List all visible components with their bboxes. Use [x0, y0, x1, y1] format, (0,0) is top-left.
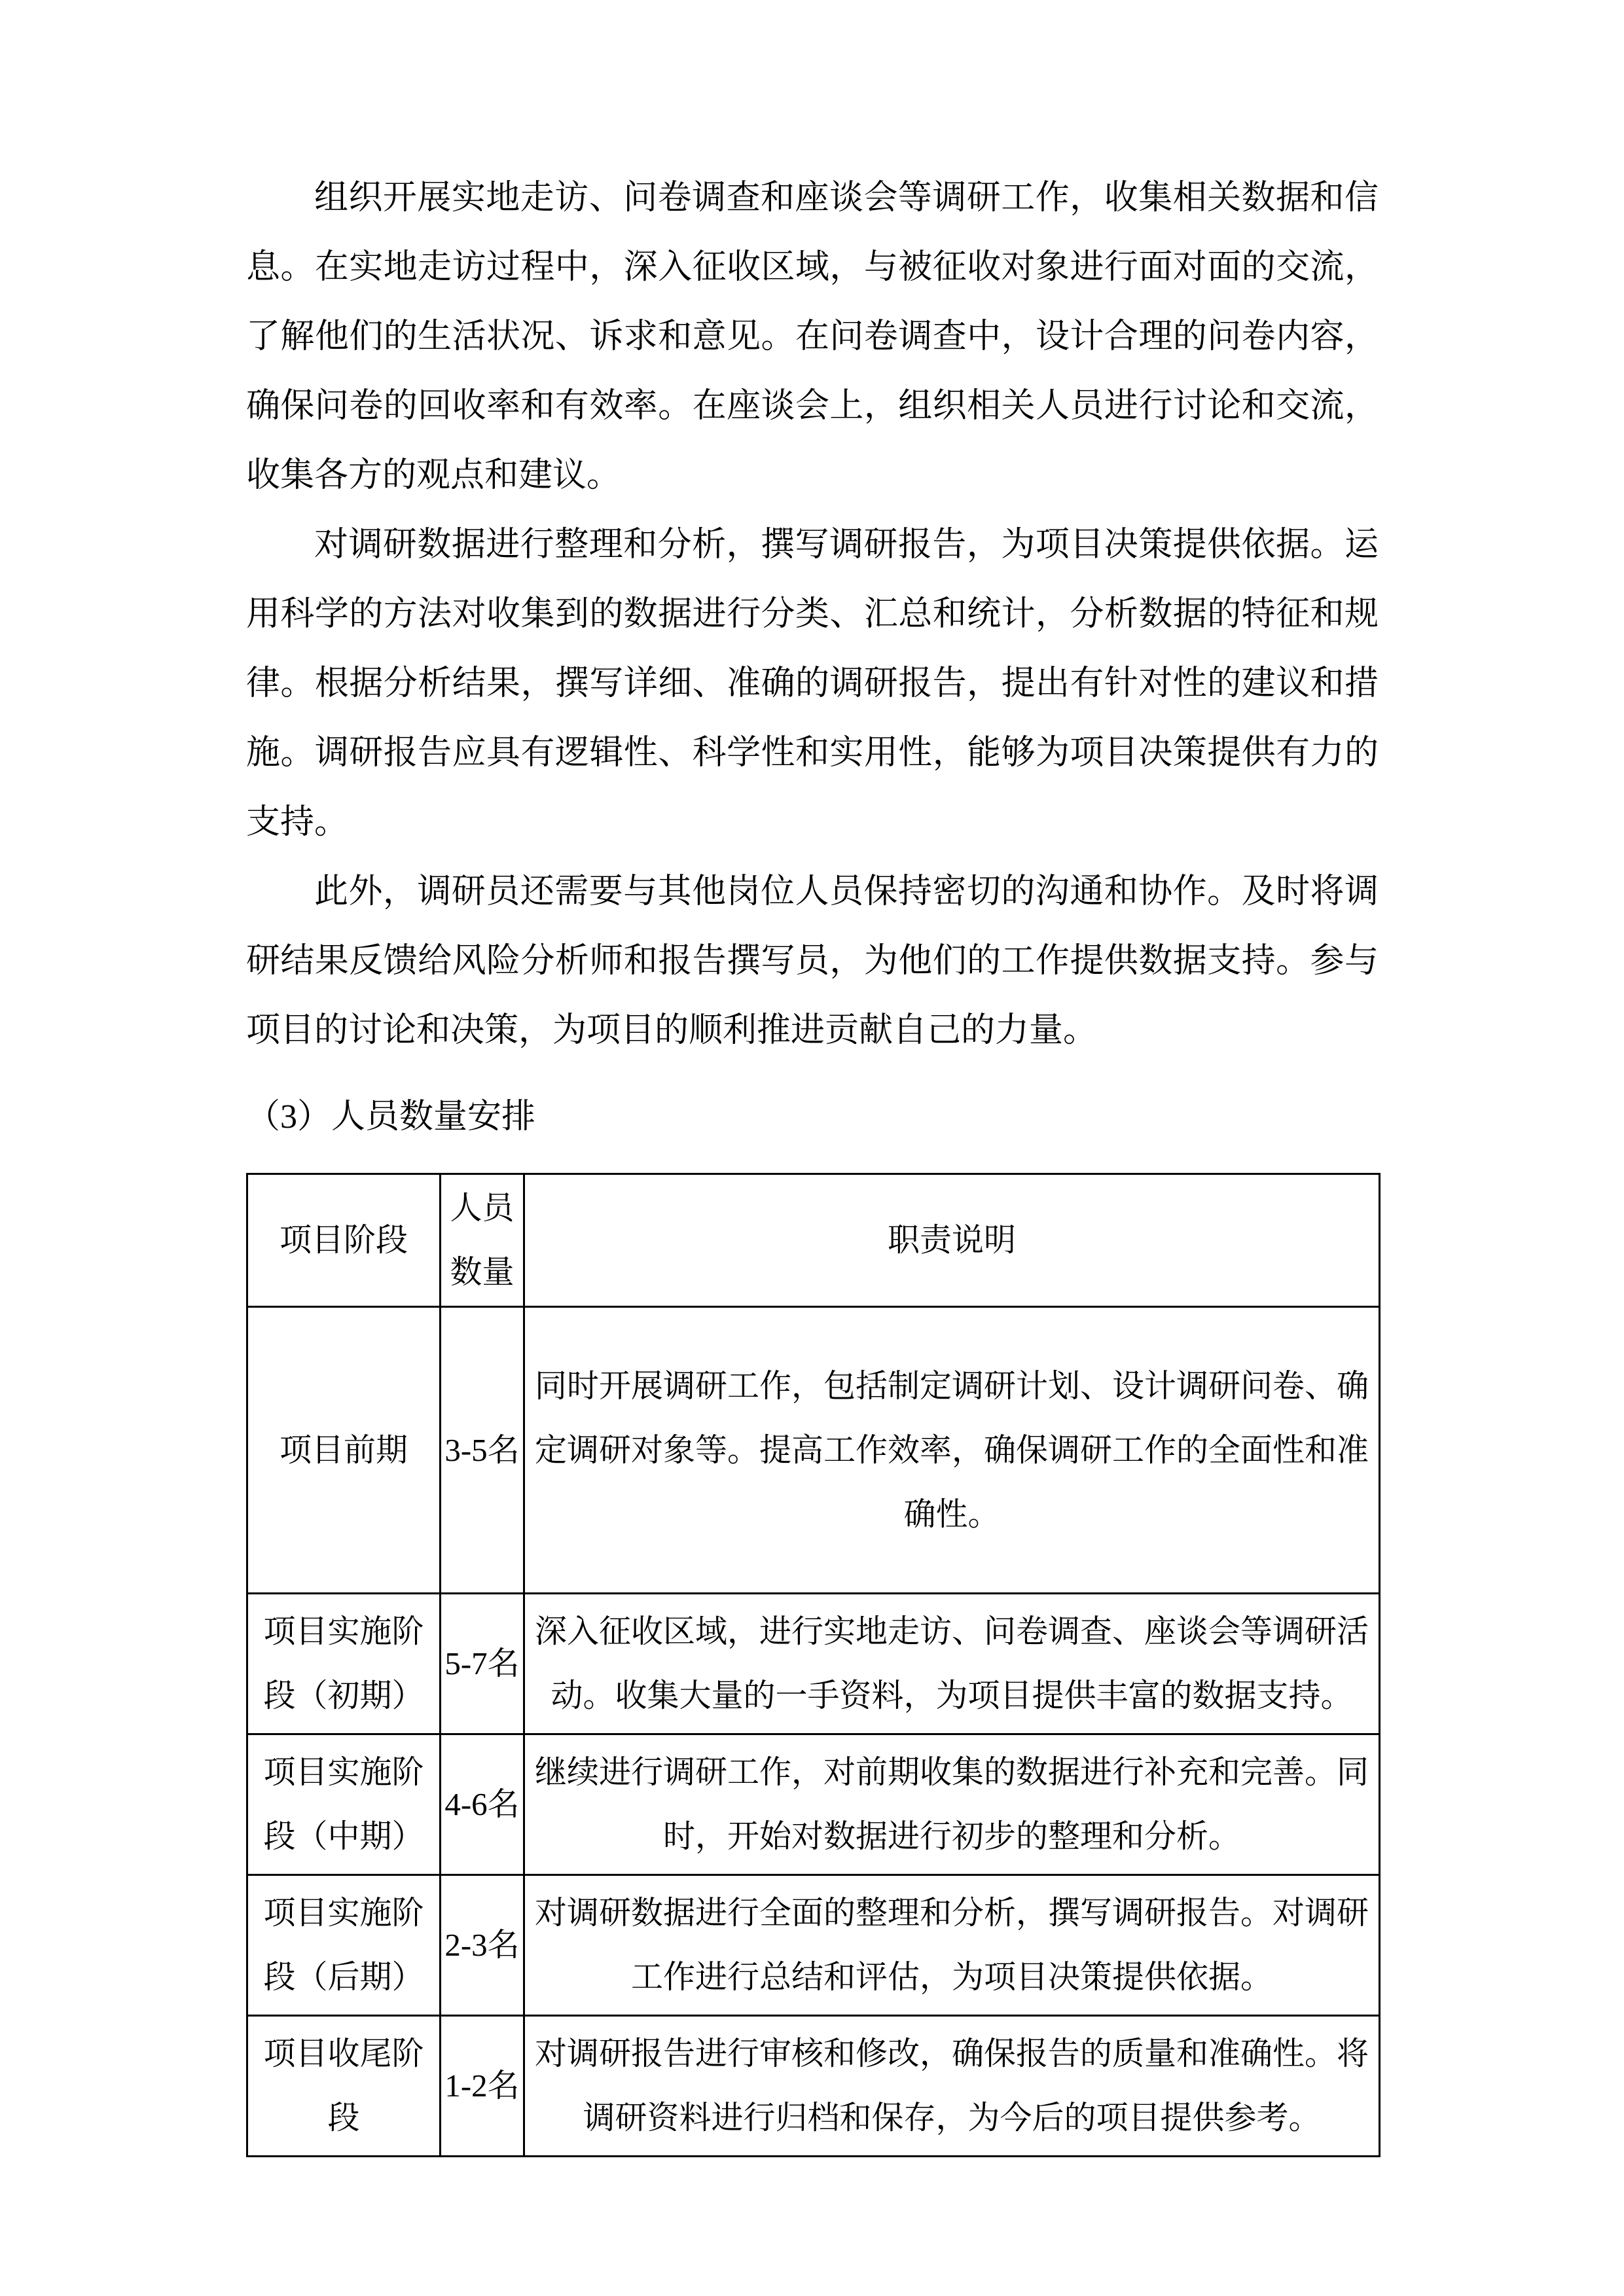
header-cell-duty: 职责说明: [524, 1174, 1380, 1307]
duty-cell: 同时开展调研工作，包括制定调研计划、设计调研问卷、确定调研对象等。提高工作效率，确保调研工作的全面性和准确性。: [524, 1307, 1380, 1594]
duty-cell: 继续进行调研工作，对前期收集的数据进行补充和完善。同时，开始对数据进行初步的整理和分析。: [524, 1734, 1380, 1875]
duty-cell: 深入征收区域，进行实地走访、问卷调查、座谈会等调研活动。收集大量的一手资料，为项目提供丰富的数据支持。: [524, 1594, 1380, 1734]
table-row: [247, 1734, 1380, 1875]
count-cell: 5-7名: [441, 1594, 524, 1734]
count-cell: 3-5名: [441, 1307, 524, 1594]
stage-cell: 项目实施阶段（后期）: [247, 1875, 441, 2016]
table-row: [247, 1875, 1380, 2016]
stage-cell: 项目实施阶段（中期）: [247, 1734, 441, 1875]
body-paragraph-2: 对调研数据进行整理和分析，撰写调研报告，为项目决策提供依据。运用科学的方法对收集到的数据进行分类、汇总和统计，分析数据的特征和规律。根据分析结果，撰写详细、准确的调研报告，提出有针对性的建议和措施。调研报告应具有逻辑性、科学性和实用性，能够为项目决策提供有力的支持。: [246, 526, 1379, 841]
header-cell-count: 人员数量: [441, 1174, 524, 1307]
table-row: [247, 1307, 1380, 1594]
table-row: [247, 2016, 1380, 2157]
body-paragraph-1: 组织开展实地走访、问卷调查和座谈会等调研工作，收集相关数据和信息。在实地走访过程中，深入征收区域，与被征收对象进行面对面的交流，了解他们的生活状况、诉求和意见。在问卷调查中，设计合理的问卷内容，确保问卷的回收率和有效率。在座谈会上，组织相关人员进行讨论和交流，收集各方的观点和建议。: [246, 179, 1379, 494]
stage-cell: 项目前期: [247, 1307, 441, 1594]
duty-cell: 对调研数据进行全面的整理和分析，撰写调研报告。对调研工作进行总结和评估，为项目决策提供依据。: [524, 1875, 1380, 2016]
stage-cell: 项目实施阶段（初期）: [247, 1594, 441, 1734]
stage-cell: 项目收尾阶段: [247, 2016, 441, 2157]
count-cell: 4-6名: [441, 1734, 524, 1875]
section-heading: （3）人员数量安排: [246, 1098, 536, 1136]
staffing-table: [246, 1173, 1380, 2157]
table-row: [247, 1594, 1380, 1734]
count-cell: 1-2名: [441, 2016, 524, 2157]
count-cell: 2-3名: [441, 1875, 524, 2016]
body-paragraph-3: 此外，调研员还需要与其他岗位人员保持密切的沟通和协作。及时将调研结果反馈给风险分析师和报告撰写员，为他们的工作提供数据支持。参与项目的讨论和决策，为项目的顺利推进贡献自己的力量。: [246, 873, 1379, 1049]
table-header-row: [247, 1174, 1380, 1307]
duty-cell: 对调研报告进行审核和修改，确保报告的质量和准确性。将调研资料进行归档和保存，为今后的项目提供参考。: [524, 2016, 1380, 2157]
header-cell-stage: 项目阶段: [247, 1174, 441, 1307]
